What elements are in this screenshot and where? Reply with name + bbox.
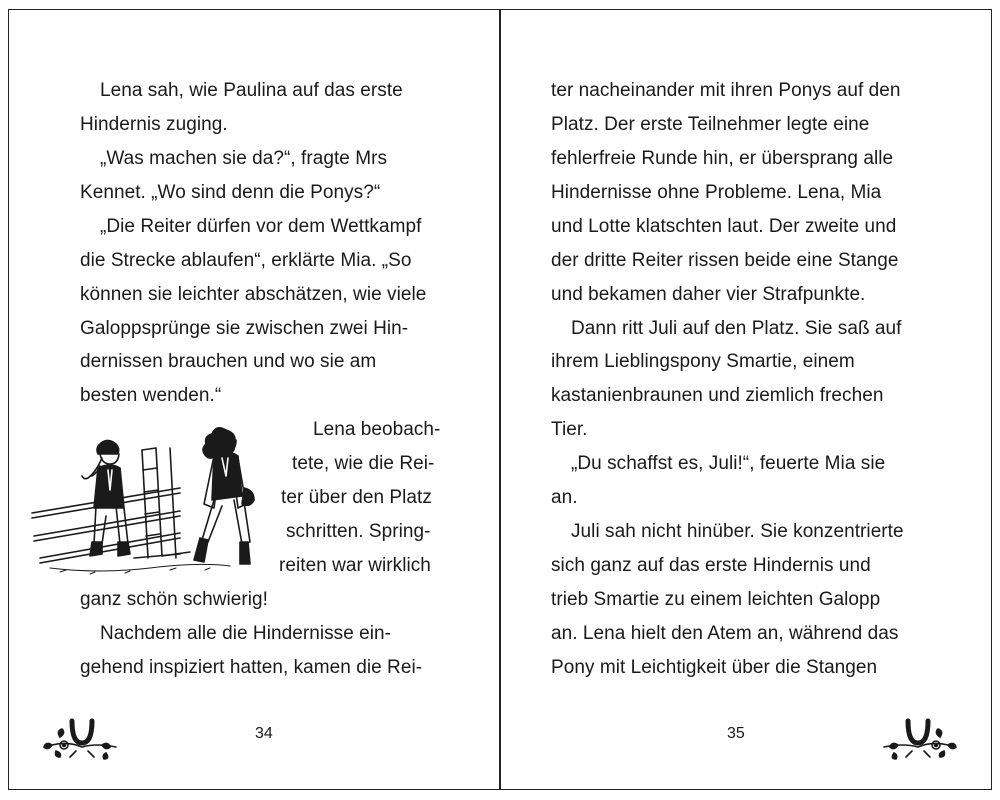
text-line: Tier. (551, 419, 588, 440)
text-line: „Was machen sie da?“, fragte Mrs (100, 148, 388, 169)
text-line: Lena sah, wie Paulina auf das erste (100, 80, 403, 101)
text-line: Dann ritt Juli auf den Platz. Sie saß auf (571, 318, 902, 339)
text-line: kastanienbraunen und ziemlich frechen (551, 385, 884, 406)
text-line: besten wenden.“ (80, 385, 222, 406)
text-line: dernissen brauchen und wo sie am (80, 351, 377, 372)
text-line: der dritte Reiter rissen beide eine Stange (551, 250, 899, 271)
text-line: gehend inspiziert hatten, kamen die Rei- (80, 657, 423, 678)
text-line: ihrem Lieblingspony Smartie, einem (551, 351, 855, 372)
page-gutter (499, 9, 501, 790)
text-line: Pony mit Leichtigkeit über die Stangen (551, 657, 878, 678)
text-line: Kennet. „Wo sind denn die Ponys?“ (80, 182, 381, 203)
text-line: Juli sah nicht hinüber. Sie konzentrierte (571, 521, 904, 542)
text-line: und bekamen daher vier Strafpunkte. (551, 284, 866, 305)
text-line: ter über den Platz (281, 487, 432, 508)
text-line: fehlerfreie Runde hin, er übersprang alle (551, 148, 894, 169)
page-number: 35 (727, 725, 745, 742)
text-line: die Strecke ablaufen“, erklärte Mia. „So (80, 250, 412, 271)
text-line: an. Lena hielt den Atem an, während das (551, 623, 899, 644)
text-line: trieb Smartie zu einem leichten Galopp (551, 589, 881, 610)
text-line: sich ganz auf das erste Hindernis und (551, 555, 871, 576)
text-line: Lena beobach- (313, 419, 441, 440)
horseshoe-flower-ornament-icon (878, 707, 958, 761)
text-line: reiten war wirklich (279, 555, 431, 576)
text-line: können sie leichter abschätzen, wie viele (80, 284, 427, 305)
girls-walking-course-illustration (30, 418, 270, 583)
horseshoe-flower-ornament-icon (42, 707, 122, 761)
text-line: „Die Reiter dürfen vor dem Wettkampf (100, 216, 422, 237)
text-line: Platz. Der erste Teilnehmer legte eine (551, 114, 870, 135)
text-line: tete, wie die Rei- (292, 453, 435, 474)
text-line: schritten. Spring- (286, 521, 431, 542)
text-line: Nachdem alle die Hindernisse ein- (100, 623, 392, 644)
text-line: an. (551, 487, 578, 508)
text-line: Hindernis zuging. (80, 114, 228, 135)
text-line: ganz schön schwierig! (80, 589, 268, 610)
text-line: Galoppsprünge sie zwischen zwei Hin- (80, 318, 409, 339)
page-number: 34 (255, 725, 273, 742)
text-line: ter nacheinander mit ihren Ponys auf den (551, 80, 901, 101)
text-line: und Lotte klatschten laut. Der zweite und (551, 216, 897, 237)
text-line: Hindernisse ohne Probleme. Lena, Mia (551, 182, 882, 203)
text-line: „Du schaffst es, Juli!“, feuerte Mia sie (571, 453, 886, 474)
